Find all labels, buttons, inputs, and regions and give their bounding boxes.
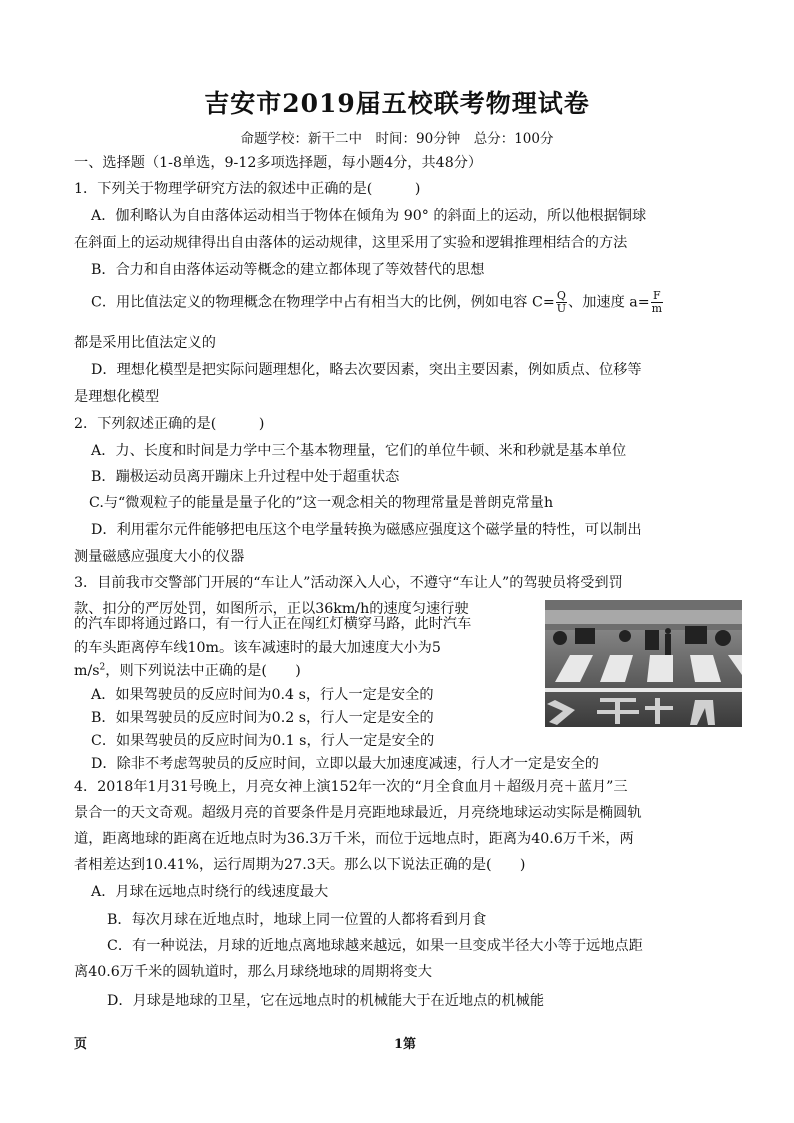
page-title: 吉安市2019届五校联考物理试卷 (204, 89, 590, 118)
footer-page-number: 1第 (394, 1037, 417, 1052)
fraction-numerator: F (651, 290, 663, 303)
q4-option-c: C．有一种说法，月球的近地点离地球越来越远，如果一旦变成半径大小等于远地点距 (107, 938, 643, 954)
q1-option-c (91, 290, 664, 315)
crosswalk-photo (545, 600, 742, 727)
q3-stem-line4: 的车头距离停车线10m。该车减速时的最大加速度大小为5 (74, 640, 441, 656)
q2-option-a: A．力、长度和时间是力学中三个基本物理量，它们的单位牛顿、米和秒就是基本单位 (91, 443, 627, 459)
exam-info: 命题学校：新干二中 时间：90分钟 总分：100分 (240, 131, 554, 147)
q4-stem-line2: 景合一的天文奇观。超级月亮的首要条件是月亮距地球最近，月亮绕地球运动实际是椭圆轨 (74, 805, 642, 821)
q2-option-d: D．利用霍尔元件能够把电压这个电学量转换为磁感应强度这个磁学量的特性，可以制出 (91, 522, 642, 538)
capacitance-fraction (556, 290, 567, 315)
footer-page-label: 页 (74, 1037, 88, 1052)
section-heading: 一、选择题（1-8单选，9-12多项选择题，每小题4分，共48分） (74, 155, 483, 171)
q3-stem-line5 (74, 660, 301, 680)
unit-text: m/s (74, 663, 100, 679)
q2-option-c: C.与“微观粒子的能量是量子化的”这一观念相关的物理常量是普朗克常量h (89, 495, 554, 511)
q2-option-b: B．蹦极运动员离开蹦床上升过程中处于超重状态 (91, 469, 400, 485)
q1-option-c-cont: 都是采用比值法定义的 (74, 335, 216, 351)
q4-stem-line3: 道，距离地球的距离在近地点时为36.3万千米，而位于远地点时，距离为40.6万千米，两 (74, 831, 634, 847)
q4-option-d: D．月球是地球的卫星，它在远地点时的机械能大于在近地点的机械能 (107, 993, 545, 1009)
q4-stem-line4: 者相差达到10.41%，运行周期为27.3天。那么以下说法正确的是( ) (74, 857, 526, 873)
q3-option-a: A．如果驾驶员的反应时间为0.4 s，行人一定是安全的 (91, 687, 434, 703)
q1-option-a: A．伽利略认为自由落体运动相当于物体在倾角为 90° 的斜面上的运动，所以他根据铜球 (91, 208, 647, 224)
q1-option-c-mid: 、加速度 a= (568, 294, 650, 311)
q3-option-c: C．如果驾驶员的反应时间为0.1 s，行人一定是安全的 (91, 733, 435, 749)
q4-option-a: A．月球在远地点时绕行的线速度最大 (91, 884, 329, 900)
q3-stem-end: ，则下列说法中正确的是( ) (105, 663, 301, 679)
q2-option-d-cont: 测量磁感应强度大小的仪器 (74, 549, 245, 565)
q3-option-d: D．除非不考虑驾驶员的反应时间，立即以最大加速度减速，行人才一定是安全的 (91, 756, 599, 772)
q1-stem: 1．下列关于物理学研究方法的叙述中正确的是( ) (74, 181, 421, 197)
q1-option-c-text: C．用比值法定义的物理概念在物理学中占有相当大的比例，例如电容 C= (91, 294, 555, 311)
q1-option-d-cont: 是理想化模型 (74, 389, 160, 405)
q4-option-c-cont: 离40.6万千米的圆轨道时，那么月球绕地球的周期将变大 (74, 964, 432, 980)
unit-superscript: 2 (99, 662, 106, 673)
acceleration-fraction (651, 290, 663, 315)
fraction-denominator: U (556, 302, 567, 315)
q1-option-b: B．合力和自由落体运动等概念的建立都体现了等效替代的思想 (91, 262, 485, 278)
fraction-denominator: m (651, 302, 663, 315)
q1-option-a-cont: 在斜面上的运动规律得出自由落体的运动规律，这里采用了实验和逻辑推理相结合的方法 (74, 235, 628, 251)
q1-option-d: D．理想化模型是把实际问题理想化，略去次要因素，突出主要因素，例如质点、位移等 (91, 362, 642, 378)
q4-stem-line1: 4．2018年1月31号晚上，月亮女神上演152年一次的“月全食血月＋超级月亮＋蓝月”三 (74, 779, 628, 795)
q4-option-b: B．每次月球在近地点时，地球上同一位置的人都将看到月食 (107, 912, 487, 928)
q3-stem-line1: 3．目前我市交警部门开展的“车让人”活动深入人心，不遵守“车让人”的驾驶员将受到罚 (74, 575, 623, 591)
fraction-numerator: Q (556, 289, 566, 302)
q3-stem-line3: 的汽车即将通过路口，有一行人正在闯红灯横穿马路，此时汽车 (74, 616, 472, 632)
q3-stem-line2: 款、扣分的严厉处罚，如图所示，正以36km/h的速度匀速行驶 (74, 601, 469, 617)
q2-stem: 2．下列叙述正确的是( ) (74, 416, 265, 432)
q3-option-b: B．如果驾驶员的反应时间为0.2 s，行人一定是安全的 (91, 710, 434, 726)
